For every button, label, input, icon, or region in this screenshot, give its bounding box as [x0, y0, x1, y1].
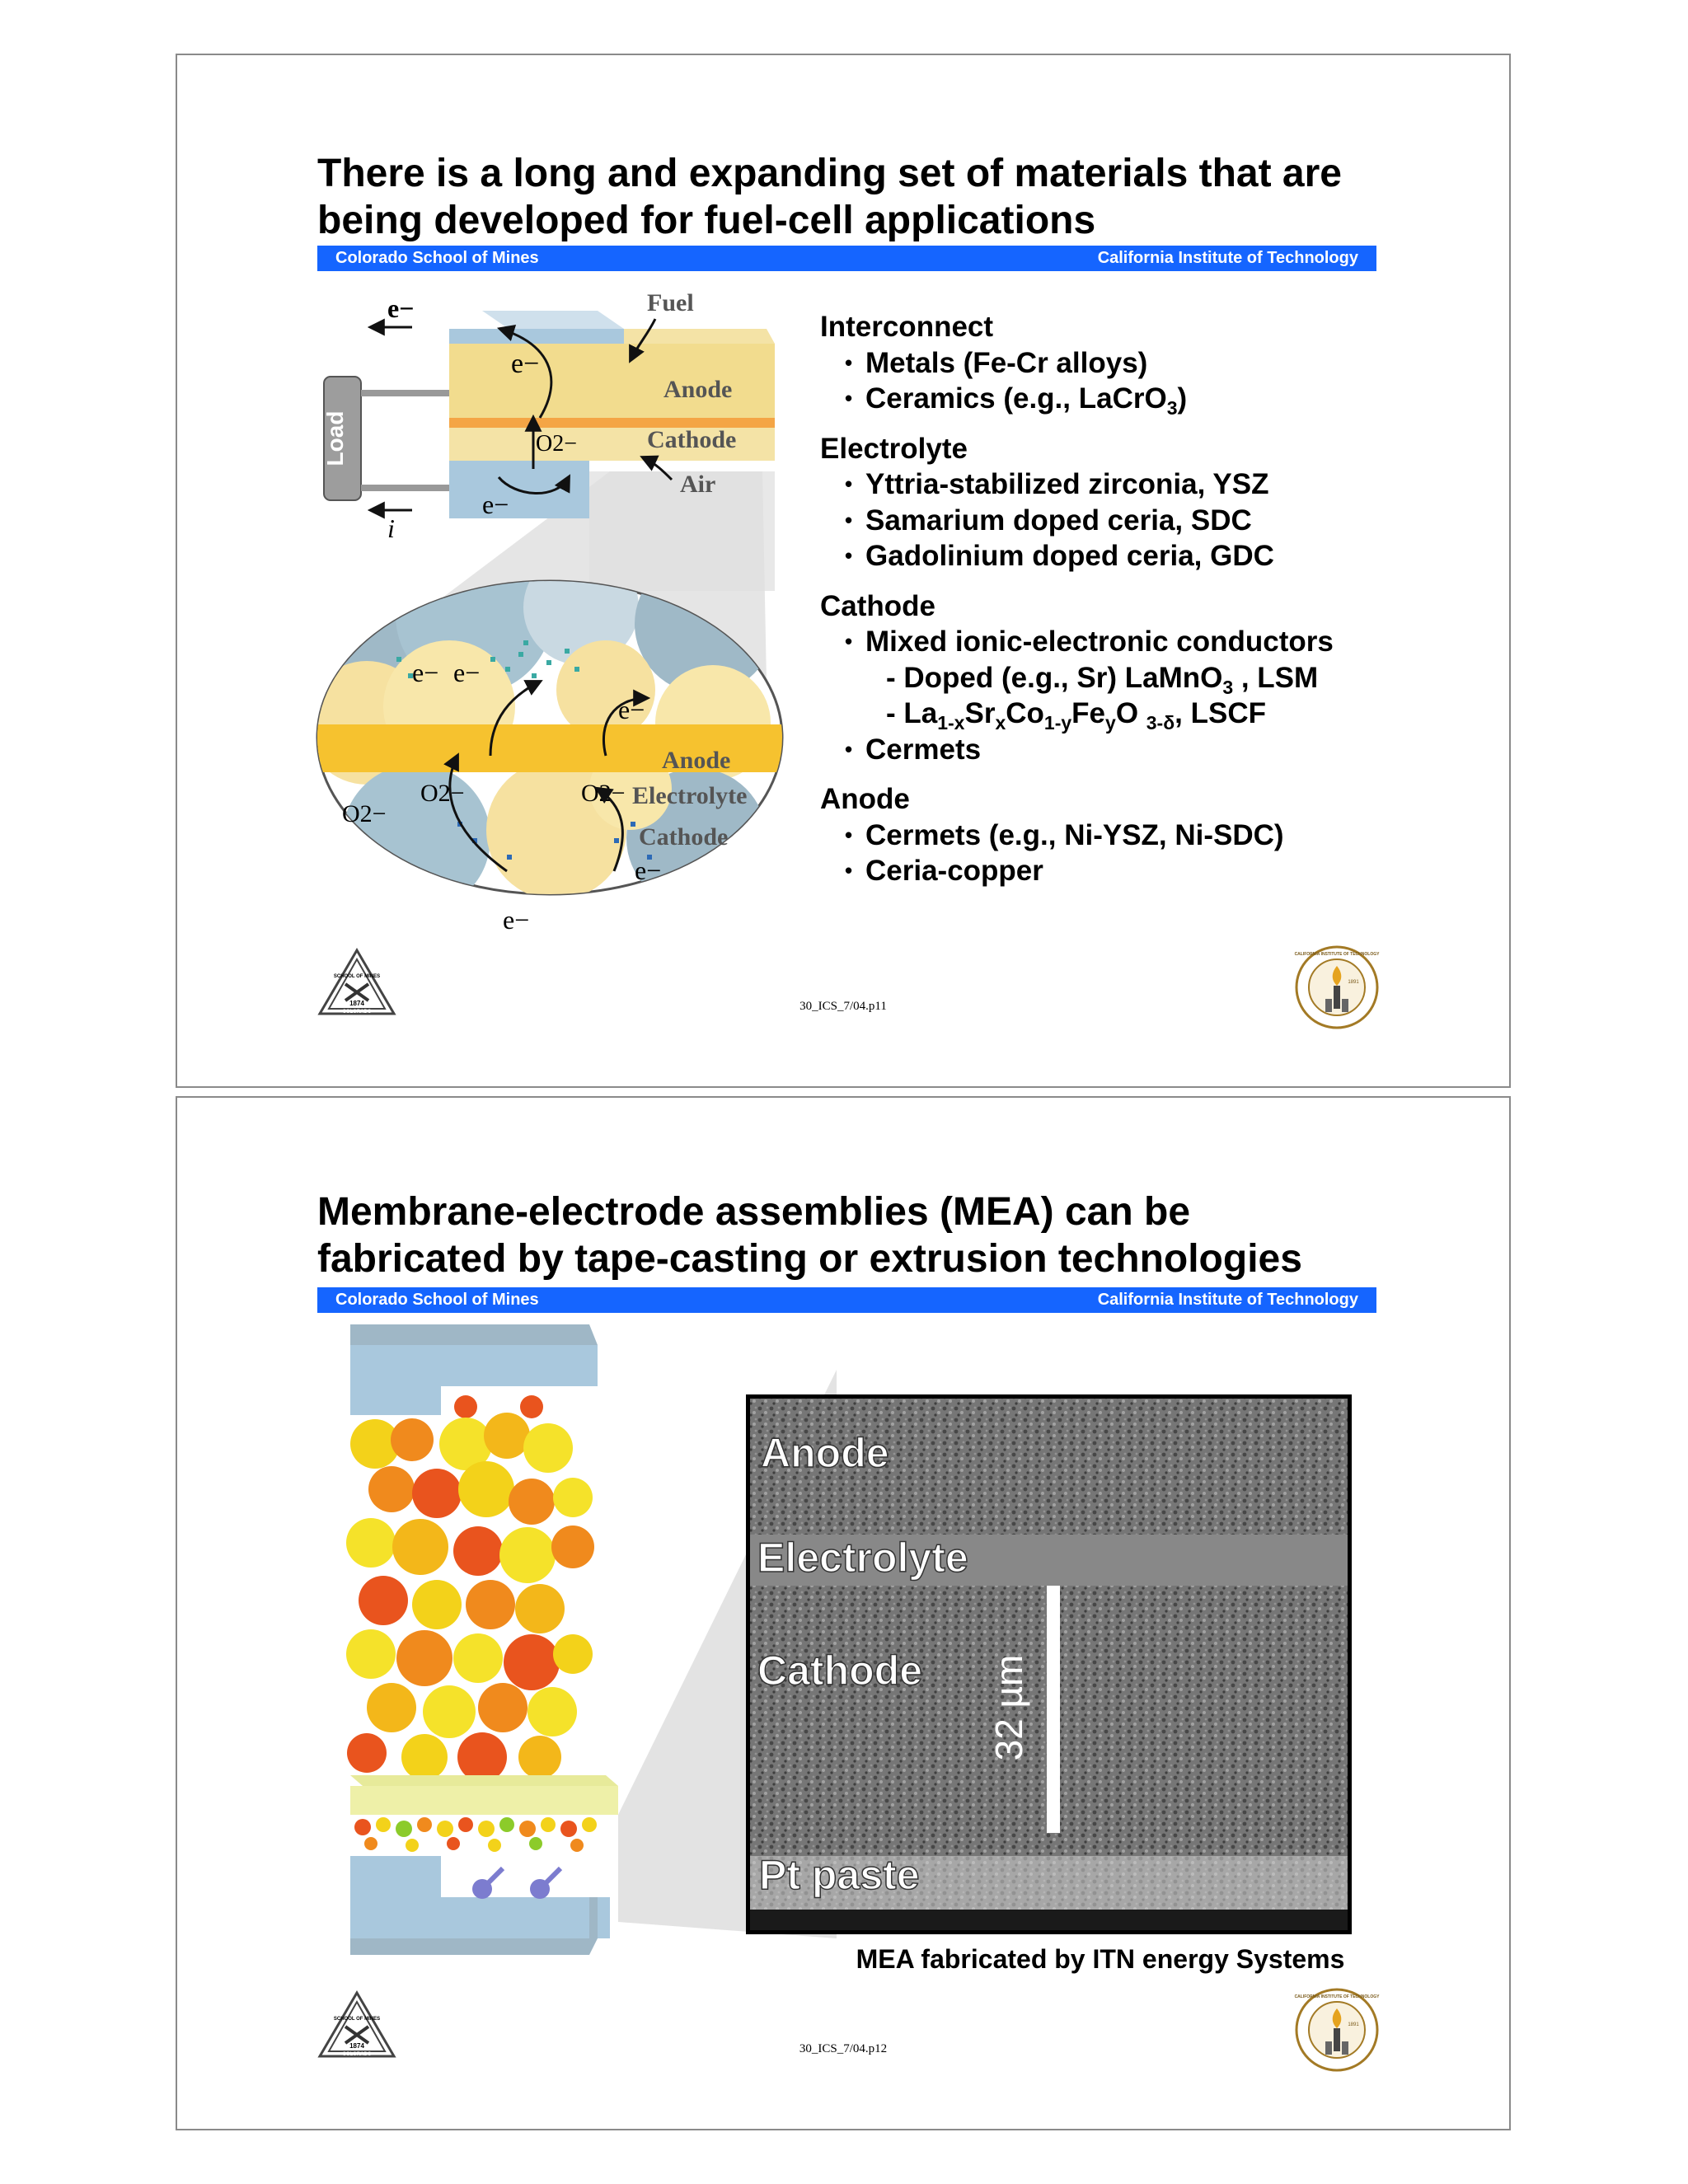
- sub-item-text: , LSM: [1233, 661, 1319, 694]
- subscript: 3-δ: [1146, 712, 1175, 733]
- e-minus-label-7: e−: [635, 855, 662, 885]
- list-item: [820, 466, 1414, 503]
- subscript: x: [995, 712, 1006, 733]
- list-item-text: Metals (Fe-Cr alloys): [865, 346, 1148, 379]
- materials-list: [820, 309, 1414, 889]
- title-line-1: Membrane-electrode assemblies (MEA) can be: [317, 1190, 1191, 1234]
- mines-top-text: SCHOOL OF MINES: [333, 2017, 381, 2022]
- mines-bottom-text: COLORADO: [342, 2052, 372, 2057]
- o2-label-2: O2−: [342, 800, 387, 827]
- anode-label-2: Anode: [662, 747, 731, 774]
- current-label: i: [387, 513, 395, 543]
- list-item-text: Ceria-copper: [865, 855, 1043, 887]
- o2-label-1: O2−: [536, 431, 578, 457]
- section-interconnect: Interconnect: [820, 311, 994, 343]
- sub-item-text: , LSCF: [1175, 697, 1266, 729]
- sub-item-text: Co: [1006, 697, 1044, 729]
- sub-item-text: Fe: [1071, 697, 1106, 729]
- sub-item-text: O: [1115, 697, 1146, 729]
- banner-right: California Institute of Technology: [1097, 249, 1358, 267]
- anode-label-1: Anode: [663, 376, 733, 403]
- e-minus-label-2: e−: [511, 349, 540, 379]
- sub-item-text: Sr: [964, 697, 996, 729]
- list-item-text: Mixed ionic-electronic conductors: [865, 626, 1334, 658]
- fuel-label: Fuel: [647, 289, 694, 316]
- o2-label-4: O2−: [581, 780, 626, 807]
- electrolyte-plate: [350, 1786, 618, 1815]
- fuel-cell-diagram: [317, 289, 779, 935]
- e-minus-label-1: e−: [387, 293, 415, 323]
- slide-2: [176, 1096, 1511, 2130]
- scale-bar: [1047, 1586, 1060, 1833]
- list-item: [820, 381, 1414, 417]
- sem-electrolyte-label: Electrolyte: [757, 1535, 968, 1581]
- caltech-ring-text: CALIFORNIA INSTITUTE OF TECHNOLOGY: [1294, 952, 1380, 957]
- electrolyte-label: Electrolyte: [632, 782, 748, 809]
- o2-label-3: O2−: [420, 780, 465, 807]
- e-minus-label-3: e−: [482, 490, 509, 519]
- sub-item: [820, 696, 1414, 732]
- caltech-seal-icon: [1294, 1987, 1380, 2073]
- sem-pt-paste-label: Pt paste: [759, 1852, 920, 1898]
- sem-micrograph: [746, 1394, 1352, 1934]
- mea-model-illustration: [334, 1320, 795, 1963]
- list-item: [820, 624, 1414, 660]
- sub-item: [820, 660, 1414, 696]
- subscript: 3: [1166, 397, 1178, 419]
- caltech-year: 1891: [1348, 2022, 1359, 2027]
- slide-1-title: [317, 150, 1389, 244]
- list-item-text: Cermets (e.g., Ni-YSZ, Ni-SDC): [865, 818, 1284, 851]
- institution-banner: [317, 246, 1376, 271]
- subscript: 3: [1222, 676, 1234, 698]
- caltech-seal-icon: [1294, 944, 1380, 1030]
- title-line-1: There is a long and expanding set of materials that are: [317, 152, 1342, 195]
- slide-2-title: [317, 1188, 1389, 1282]
- title-line-2: being developed for fuel-cell applications: [317, 199, 1096, 242]
- e-minus-label-5: e−: [453, 658, 481, 687]
- list-item-text: Yttria-stabilized zirconia, YSZ: [865, 468, 1269, 500]
- list-item-text: ): [1177, 382, 1188, 415]
- load-label: Load: [322, 410, 348, 466]
- section-cathode: Cathode: [820, 589, 935, 622]
- figure-caption: MEA fabricated by ITN energy Systems: [856, 1944, 1345, 1974]
- mines-year: 1874: [349, 2042, 364, 2050]
- institution-banner: [317, 1287, 1376, 1313]
- e-minus-label-8: e−: [503, 905, 530, 935]
- mines-year: 1874: [349, 1000, 364, 1007]
- sem-anode-label: Anode: [761, 1430, 889, 1476]
- list-item: [820, 732, 1414, 768]
- title-line-2: fabricated by tape-casting or extrusion technologies: [317, 1237, 1302, 1281]
- slide-1: [176, 54, 1511, 1088]
- list-item: [820, 503, 1414, 539]
- scale-label: 32 µm: [987, 1654, 1030, 1761]
- e-minus-label-6: e−: [618, 695, 645, 724]
- subscript: y: [1105, 712, 1116, 733]
- slide-number: 30_ICS_7/04.p12: [799, 2042, 888, 2055]
- air-label: Air: [680, 471, 716, 498]
- list-item: [820, 345, 1414, 382]
- caltech-ring-text: CALIFORNIA INSTITUTE OF TECHNOLOGY: [1294, 1994, 1380, 1999]
- list-item-text: Samarium doped ceria, SDC: [865, 504, 1252, 537]
- list-item: [820, 818, 1414, 854]
- mines-top-text: SCHOOL OF MINES: [333, 974, 381, 979]
- list-item: [820, 538, 1414, 574]
- banner-left: Colorado School of Mines: [335, 1291, 539, 1309]
- subscript: 1-y: [1043, 712, 1072, 733]
- section-electrolyte: Electrolyte: [820, 432, 968, 465]
- caltech-year: 1891: [1348, 980, 1359, 985]
- cathode-label-1: Cathode: [647, 426, 737, 453]
- e-minus-label-4: e−: [412, 658, 439, 687]
- banner-right: California Institute of Technology: [1097, 1291, 1358, 1309]
- sub-item-text: - La: [886, 697, 938, 729]
- slide-number: 30_ICS_7/04.p11: [799, 1000, 887, 1013]
- list-item-text: Ceramics (e.g., LaCrO: [865, 382, 1167, 415]
- cathode-label-2: Cathode: [639, 823, 729, 851]
- list-item-text: Cermets: [865, 733, 982, 766]
- list-item-text: Gadolinium doped ceria, GDC: [865, 540, 1274, 572]
- section-anode: Anode: [820, 783, 910, 815]
- mines-bottom-text: COLORADO: [342, 1010, 372, 1015]
- sem-cathode-label: Cathode: [757, 1647, 922, 1694]
- list-item: [820, 853, 1414, 889]
- banner-left: Colorado School of Mines: [335, 249, 539, 267]
- sub-item-text: - Doped (e.g., Sr) LaMnO: [886, 661, 1223, 694]
- subscript: 1-x: [937, 712, 965, 733]
